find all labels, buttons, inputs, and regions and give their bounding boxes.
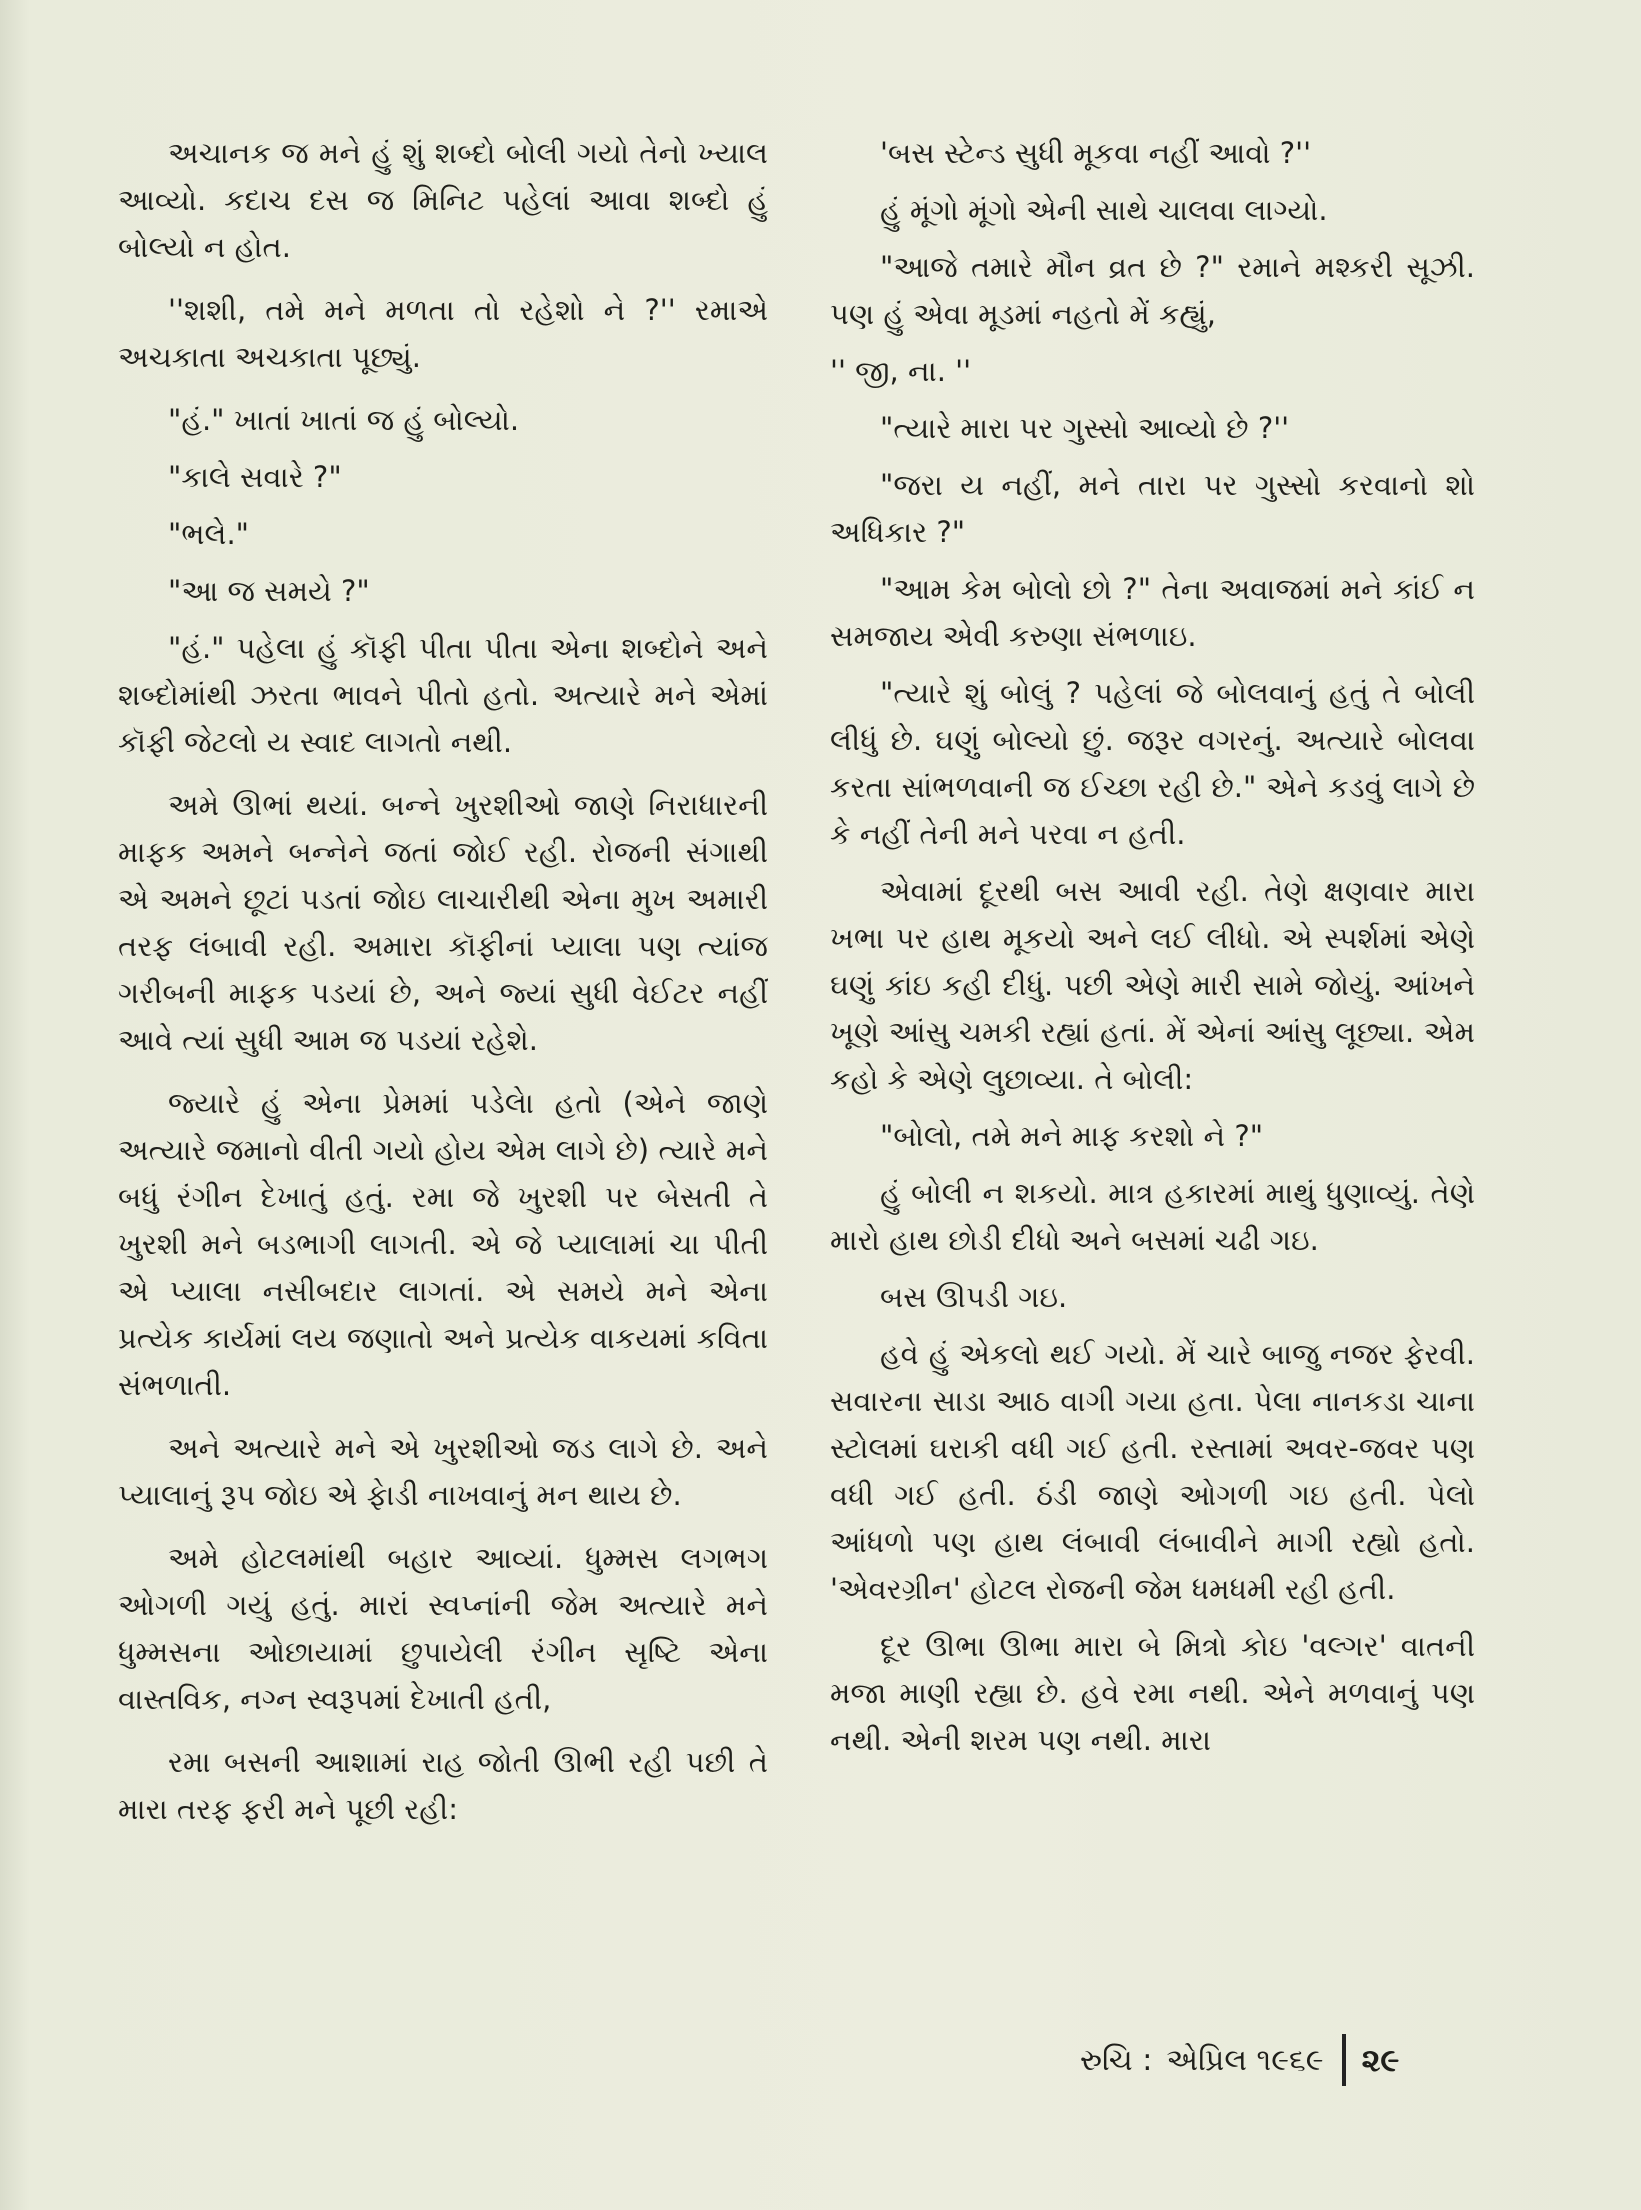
paragraph: હું બોલી ન શકયો. માત્ર હકારમાં માથું ધુણાવ્યું. તેણે મારો હાથ છોડી દીધો અને બસમાં ચઢી ગઇ. <box>830 1176 1475 1257</box>
paragraph: અમે હોટલમાંથી બહાર આવ્યાં. ધુમ્મસ લગભગ ઓગળી ગયું હતું. મારાં સ્વપ્નાંની જેમ અત્યારે મને ધુમ્મસના ઓછાયામાં છુપાયેલી રંગીન સૃષ્ટિ એના વાસ્તવિક, નગ્ન સ્વરૂપમાં દેખાતી હતી, <box>118 1541 768 1716</box>
paragraph: "કાલે સવારે ?" <box>168 460 342 494</box>
paragraph: "બોલો, તમે મને માફ કરશો ને ?" <box>880 1119 1264 1153</box>
paragraph: 'બસ સ્ટેન્ડ સુધી મૂકવા નહીં આવો ?'' <box>880 136 1312 170</box>
paragraph: એવામાં દૂરથી બસ આવી રહી. તેણે ક્ષણવાર મારા ખભા પર હાથ મૂકયો અને લઈ લીધો. એ સ્પર્શમાં એણે ઘણું કાંઇ કહી દીધું. પછી એણે મારી સામે જોયું. આંખને ખૂણે આંસુ ચમકી રહ્યાં હતાં. મેં એનાં આંસુ લૂછ્યા. એમ કહો કે એણે લુછાવ્યા. તે બોલી: <box>830 874 1475 1096</box>
paragraph: હવે હું એકલો થઈ ગયો. મેં ચારે બાજુ નજર ફેરવી. સવારના સાડા આઠ વાગી ગયા હતા. પેલા નાનકડા ચાના સ્ટોલમાં ઘરાકી વધી ગઈ હતી. રસ્તામાં અવર-જવર પણ વધી ગઈ હતી. ઠંડી જાણે ઓગળી ગઇ હતી. પેલો આંધળો પણ હાથ લંબાવી લંબાવીને માગી રહ્યો હતો. 'એવરગ્રીન' હોટલ રોજની જેમ ધમધમી રહી હતી. <box>830 1337 1475 1606</box>
paragraph: દૂર ઊભા ઊભા મારા બે મિત્રો કોઇ 'વલ્ગર' વાતની મજા માણી રહ્યા છે. હવે રમા નથી. એને મળવાનું પણ નથી. એની શરમ પણ નથી. મારા <box>830 1629 1475 1757</box>
page-footer <box>1080 2034 1399 2086</box>
paragraph: "આ જ સમયે ?" <box>168 574 370 608</box>
paragraph: હું મૂંગો મૂંગો એની સાથે ચાલવા લાગ્યો. <box>880 193 1328 227</box>
left-column <box>118 130 768 1849</box>
right-column <box>830 130 1475 1774</box>
paragraph: અચાનક જ મને હું શું શબ્દો બોલી ગયો તેનો ખ્યાલ આવ્યો. કદાચ દસ જ મિનિટ પહેલાં આવા શબ્દો હું બોલ્યો ન હોત. <box>118 136 768 264</box>
issue-date: એપ્રિલ ૧૯૬૯ <box>1166 2042 1324 2078</box>
magazine-name: રુચિ : <box>1080 2042 1153 2078</box>
paragraph: અમે ઊભાં થયાં. બન્ને ખુરશીઓ જાણે નિરાધારની માફક અમને બન્નેને જતાં જોઈ રહી. રોજની સંગાથી એ અમને છૂટાં પડતાં જોઇ લાચારીથી એના મુખ અમારી તરફ લંબાવી રહી. અમારા કૉફીનાં પ્યાલા પણ ત્યાંજ ગરીબની માફક પડયાં છે, અને જ્યાં સુધી વેઈટર નહીં આવે ત્યાં સુધી આમ જ પડયાં રહેશે. <box>118 788 768 1057</box>
paragraph: બસ ઊપડી ગઇ. <box>880 1280 1068 1314</box>
paragraph: રમા બસની આશામાં રાહ જોતી ઊભી રહી પછી તે મારા તરફ ફરી મને પૂછી રહી: <box>118 1745 768 1826</box>
paragraph: "આમ કેમ બોલો છો ?" તેના અવાજમાં મને કાંઈ ન સમજાય એવી કરુણા સંભળાઇ. <box>830 572 1475 653</box>
paragraph: "ત્યારે શું બોલું ? પહેલાં જે બોલવાનું હતું તે બોલી લીધું છે. ઘણું બોલ્યો છું. જરૂર વગરનું. અત્યારે બોલવા કરતા સાંભળવાની જ ઈચ્છા રહી છે." એને કડવું લાગે છે કે નહીં તેની મને પરવા ન હતી. <box>830 676 1475 851</box>
paragraph: ''શશી, તમે મને મળતા તો રહેશો ને ?'' રમાએ અચકાતા અચકાતા પૂછ્યું. <box>118 293 768 374</box>
paragraph: "જરા ય નહીં, મને તારા પર ગુસ્સો કરવાનો શો અધિકાર ?" <box>830 468 1475 549</box>
paragraph: '' જી, ના. '' <box>830 354 972 388</box>
paragraph: જ્યારે હું એના પ્રેમમાં પડેલેા હતો (એને જાણે અત્યારે જમાનો વીતી ગયો હોય એમ લાગે છે) ત્યારે મને બધું રંગીન દેખાતું હતું. રમા જે ખુરશી પર બેસતી તે ખુરશી મને બડભાગી લાગતી. એ જે પ્યાલામાં ચા પીતી એ પ્યાલા નસીબદાર લાગતાં. એ સમયે મને એના પ્રત્યેક કાર્યમાં લય જણાતો અને પ્રત્યેક વાકયમાં કવિતા સંભળાતી. <box>118 1086 768 1402</box>
page-number: ૨૯ <box>1361 2040 1400 2079</box>
paragraph: અને અત્યારે મને એ ખુરશીઓ જડ લાગે છે. અને પ્યાલાનું રૂપ જોઇ એ ફેાડી નાખવાનું મન થાય છે. <box>118 1431 768 1512</box>
paragraph: "આજે તમારે મૌન વ્રત છે ?" રમાને મશ્કરી સૂઝી. પણ હું એવા મૂડમાં નહતો મેં કહ્યું, <box>830 250 1475 331</box>
paragraph: "ભલે." <box>168 517 250 551</box>
paragraph: "હં." પહેલા હું કૉફી પીતા પીતા એના શબ્દોને અને શબ્દોમાંથી ઝરતા ભાવને પીતો હતો. અત્યારે મને એમાં કૉફી જેટલો ય સ્વાદ લાગતો નથી. <box>118 631 768 759</box>
paragraph: "હં." ખાતાં ખાતાં જ હું બોલ્યો. <box>168 403 520 437</box>
footer-divider <box>1342 2034 1346 2086</box>
paragraph: "ત્યારે મારા પર ગુસ્સો આવ્યો છે ?'' <box>880 411 1290 445</box>
